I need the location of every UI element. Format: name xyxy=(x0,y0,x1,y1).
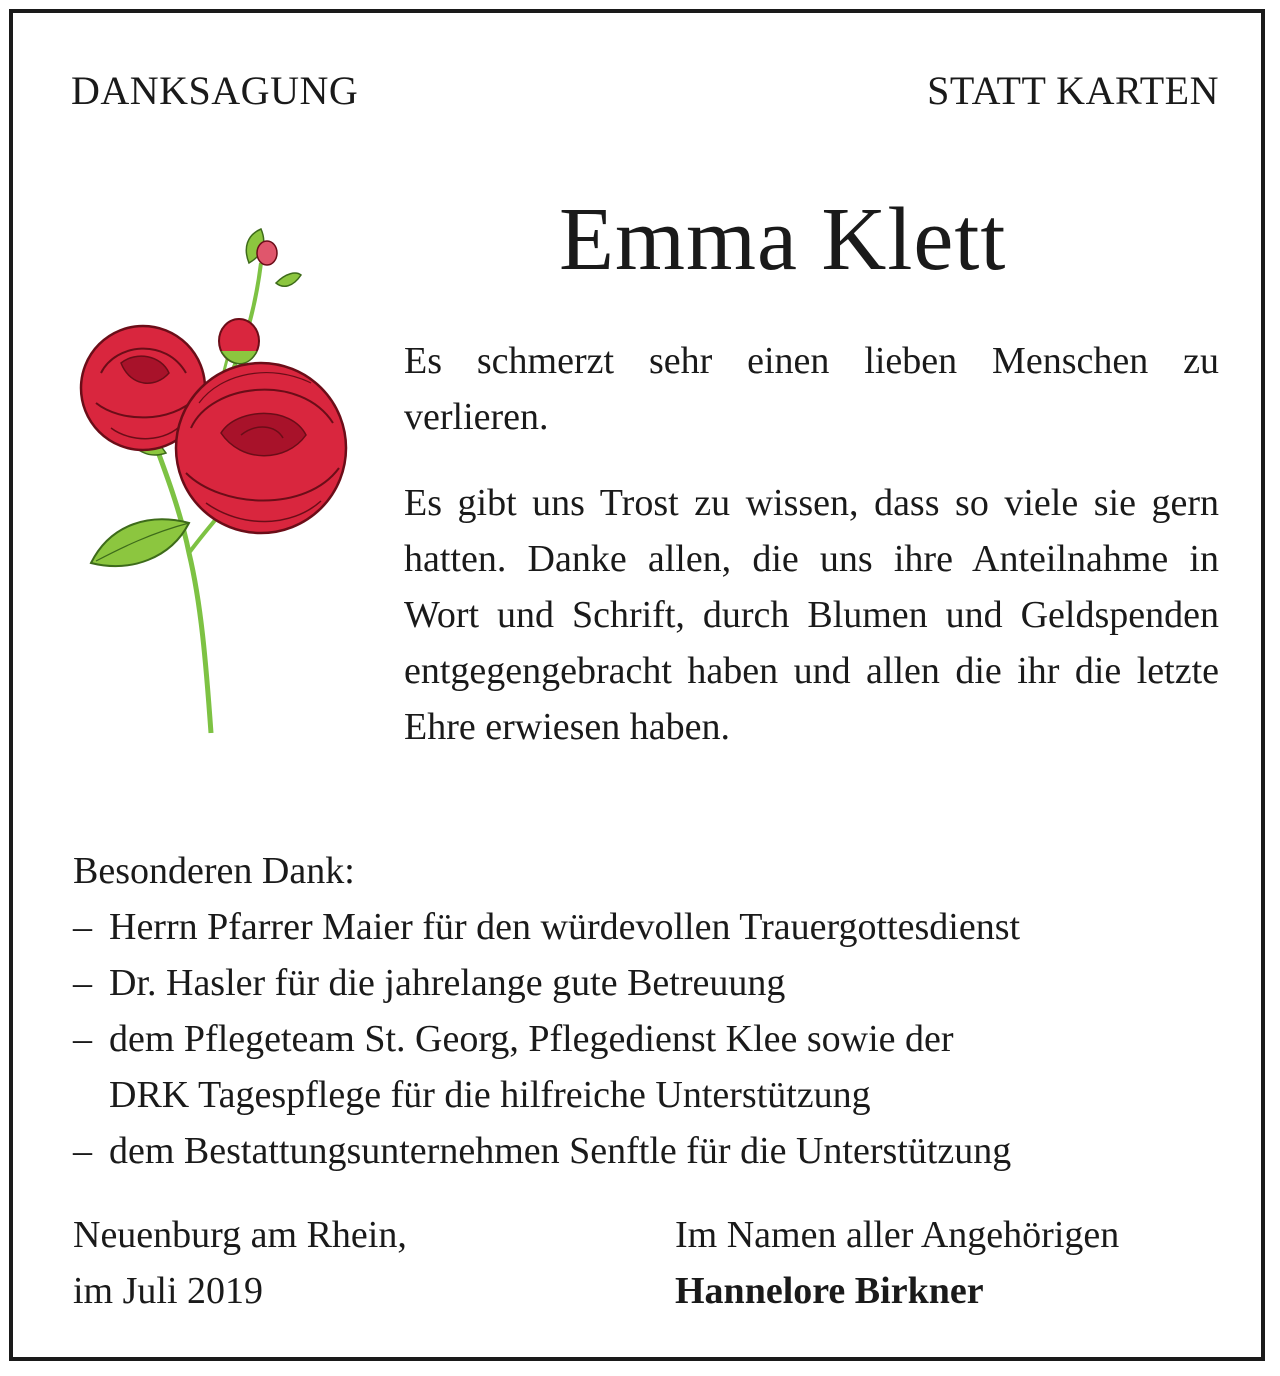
footer-place: Neuenburg am Rhein, xyxy=(73,1214,407,1256)
obituary-notice xyxy=(9,9,1265,1361)
leaf-left xyxy=(91,519,189,566)
rose-bloom-right xyxy=(176,363,346,533)
list-dash: – xyxy=(73,906,92,948)
special-thanks-section xyxy=(73,843,1223,1179)
rose-bud-top xyxy=(257,241,277,265)
leaf-top-2 xyxy=(276,273,301,286)
thanks-item-text: DRK Tagespflege für die hilfreiche Unterstützung xyxy=(109,1074,871,1116)
thanks-item xyxy=(73,899,1223,955)
list-dash: – xyxy=(73,1018,92,1060)
footer-date: im Juli 2019 xyxy=(73,1270,264,1312)
thanks-item-text: Dr. Hasler für die jahrelange gute Betreuung xyxy=(109,962,786,1004)
thanks-item-text: dem Bestattungsunternehmen Senftle für die Unterstützung xyxy=(109,1130,1012,1172)
header-right-label: STATT KARTEN xyxy=(927,68,1219,113)
list-dash: – xyxy=(73,962,92,1004)
thanks-item xyxy=(73,1123,1223,1179)
thanks-item xyxy=(73,1011,1223,1067)
special-thanks-heading: Besonderen Dank: xyxy=(73,850,355,892)
header-left-label: DANKSAGUNG xyxy=(71,68,359,113)
signature-intro: Im Namen aller Angehörigen xyxy=(675,1214,1120,1256)
thanks-item xyxy=(73,955,1223,1011)
signature-name: Hannelore Birkner xyxy=(675,1270,984,1312)
list-dash: – xyxy=(73,1130,92,1172)
thanks-item-text: Herrn Pfarrer Maier für den würdevollen Trauergottesdienst xyxy=(109,906,1021,948)
paragraph-gratitude: Es gibt uns Trost zu wissen, dass so viele sie gern hatten. Danke allen, die uns ihre Anteilnahme in Wort und Schrift, durch Blumen und Geldspenden entgegengebracht haben und allen die ihr die letzte Ehre erwiesen haben. xyxy=(404,482,1219,748)
thanks-item-continuation xyxy=(73,1067,1223,1123)
rose-illustration-icon xyxy=(71,223,361,743)
deceased-name: Emma Klett xyxy=(559,190,1007,289)
paragraph-loss: Es schmerzt sehr einen lieben Menschen zu verlieren. xyxy=(404,340,1219,438)
thanks-item-text: dem Pflegeteam St. Georg, Pflegedienst Klee sowie der xyxy=(109,1018,954,1060)
